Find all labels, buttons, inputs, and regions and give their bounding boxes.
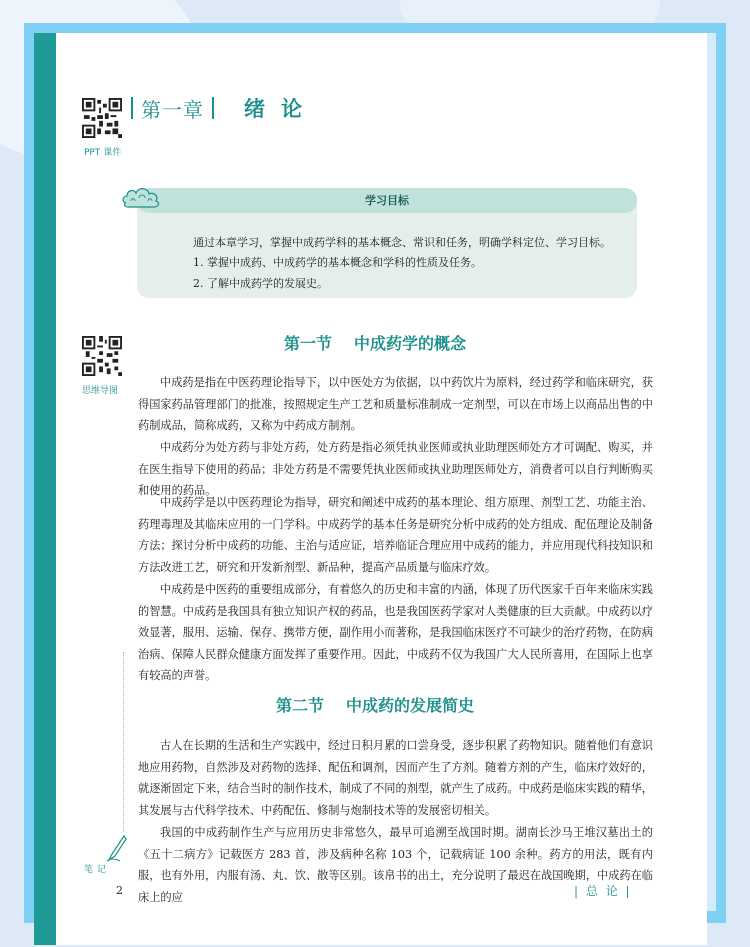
objective-line: 通过本章学习，掌握中成药学科的基本概念、常识和任务，明确学科定位、学习目标。 — [193, 236, 611, 249]
chapter-number: 第一章 — [141, 97, 204, 122]
divider: | — [574, 884, 581, 898]
qr-code-icon[interactable] — [82, 98, 122, 138]
page-right-edge — [707, 33, 716, 911]
section-label: 第二节 — [275, 696, 324, 715]
chapter-title: 绪论 — [244, 97, 318, 121]
objective-line: 2. 了解中成药学的发展史。 — [193, 277, 328, 290]
running-footer — [574, 882, 632, 899]
cloud-ornament-icon — [122, 183, 162, 209]
body-paragraph: 中成药是中医药的重要组成部分，有着悠久的历史和丰富的内涵，体现了历代医家千百年来临床实践的智慧。中成药是我国具有独立知识产权的药品，也是我国医药学家对人类健康的巨大贡献。中成药以疗效显著，服用、运输、保存、携带方便，副作用小而著称，是我国临床医疗不可缺少的治疗药物，在防病治病、保障人民群众健康方面发挥了重要作用。因此，中成药不仅为我国广大人民所喜用，在国际上也享有较高的声誉。 — [138, 583, 653, 683]
divider — [212, 97, 214, 119]
qr-code-label: PPT 课件 — [84, 148, 122, 158]
margin-dotted-line — [123, 652, 124, 832]
section-heading: 中成药的发展简史 — [346, 696, 475, 715]
chapter-side-strip — [34, 33, 56, 945]
section-title — [0, 693, 750, 716]
section-title — [0, 331, 750, 354]
notes-label: 笔记 — [84, 865, 111, 875]
body-paragraph: 中成药是指在中医药理论指导下，以中医处方为依据，以中药饮片为原料，经过药学和临床研究，获得国家药品管理部门的批准，按照规定生产工艺和质量标准制成一定剂型，可以在市场上以商品出售的中药制成品，简称成药，又称为中药成方制剂。 — [138, 376, 653, 433]
body-paragraph: 中成药学是以中医药理论为指导，研究和阐述中成药的基本理论、组方原理、剂型工艺、功能主治、药理毒理及其临床应用的一门学科。中成药学的基本任务是研究分析中成药的处方组成、配伍理论及制备方法；探讨分析中成药的功能、主治与适应证，培养临证合理应用中成药的能力，并应用现代科技知识和方法改进工艺，研究和开发新剂型、新品种，提高产品质量与临床疗效。 — [138, 496, 653, 574]
body-paragraph: 中成药分为处方药与非处方药，处方药是指必须凭执业医师或执业助理医师处方才可调配、购买，并在医生指导下使用的药品；非处方药是不需要凭执业医师或执业助理医师处方，消费者可以自行判断购买和使用的药品。 — [138, 441, 653, 498]
pen-icon — [104, 834, 128, 862]
chapter-header — [131, 92, 318, 124]
divider — [131, 97, 133, 119]
section-heading: 中成药学的概念 — [354, 334, 467, 353]
objective-line: 1. 掌握中成药、中成药学的基本概念和学科的性质及任务。 — [193, 256, 482, 269]
qr-code-label: 思维导图 — [82, 386, 119, 396]
page-number: 2 — [116, 884, 123, 897]
body-paragraph: 我国的中成药制作生产与应用历史非常悠久，最早可追溯至战国时期。湖南长沙马王堆汉墓出土的《五十二病方》记载医方 283 首，涉及病种名称 103 个，记载病证 100 余种。药方的用法，既有内服，也有外用，内服有汤、丸、饮、散等区别。该帛书的出土，充分说明了最迟在战国晚期，中成药在临床上的应 — [138, 826, 653, 904]
body-paragraph: 古人在长期的生活和生产实践中，经过日积月累的口尝身受，逐步积累了药物知识。随着他们有意识地应用药物，自然涉及对药物的选择、配伍和调剂，因而产生了方剂。随着方剂的产生，临床疗效好的，就逐渐固定下来，结合当时的制作技术，制成了不同的剂型，就产生了成药。中成药是临床实践的精华，其发展与古代科学技术、中药配伍、修制与炮制技术等的发展密切相关。 — [138, 739, 653, 817]
footer-section-label: 总 论 — [585, 884, 620, 898]
section-label: 第一节 — [283, 334, 332, 353]
objectives-title: 学习目标 — [365, 194, 409, 207]
divider: | — [625, 884, 632, 898]
